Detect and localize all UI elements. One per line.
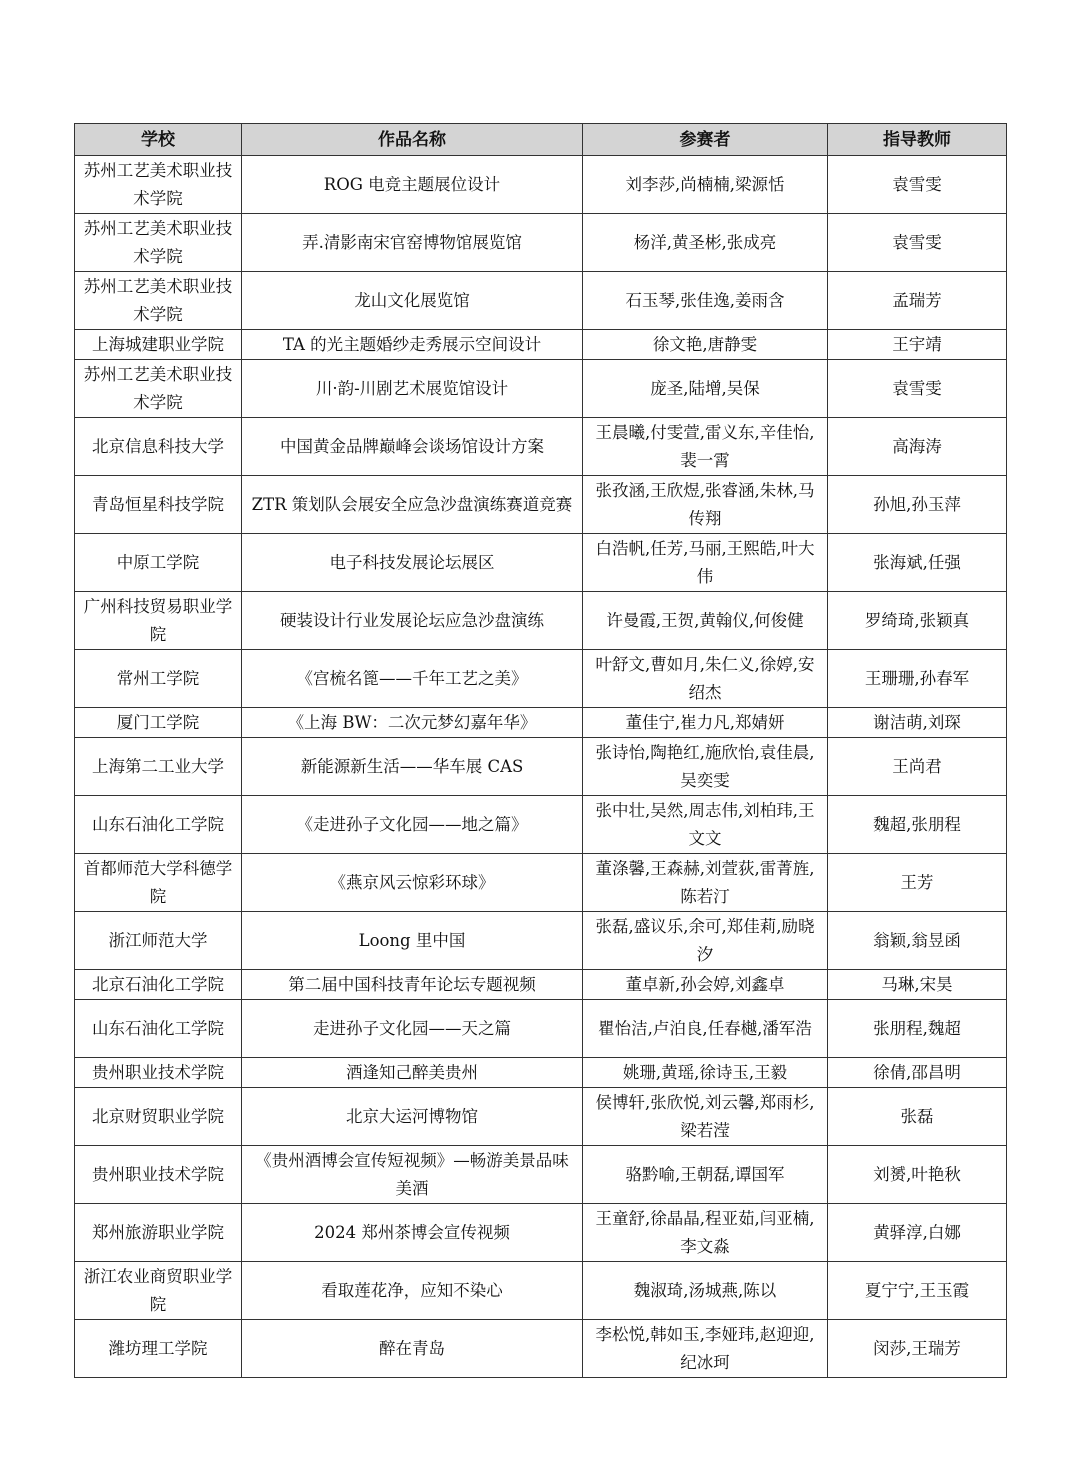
cell-work-title: 酒逢知己醉美贵州: [242, 1058, 583, 1088]
cell-work-title: 北京大运河博物馆: [242, 1088, 583, 1146]
table-row: [75, 1262, 1007, 1320]
header-instructor: 指导教师: [828, 124, 1007, 156]
table-row: [75, 1204, 1007, 1262]
table-row: [75, 360, 1007, 418]
cell-school: 北京石油化工学院: [75, 970, 242, 1000]
awards-table: [74, 123, 1007, 1378]
cell-participants: 庞圣,陆增,吴保: [583, 360, 828, 418]
cell-instructor: 王宇靖: [828, 330, 1007, 360]
cell-school: 郑州旅游职业学院: [75, 1204, 242, 1262]
cell-participants: 石玉琴,张佳逸,姜雨含: [583, 272, 828, 330]
cell-school: 苏州工艺美术职业技术学院: [75, 156, 242, 214]
cell-work-title: 弄.清影南宋官窑博物馆展览馆: [242, 214, 583, 272]
cell-school: 厦门工学院: [75, 708, 242, 738]
table-row: [75, 1000, 1007, 1058]
cell-participants: 董涤馨,王森赫,刘萱荻,雷菁旌,陈若汀: [583, 854, 828, 912]
table-row: [75, 156, 1007, 214]
table-row: [75, 476, 1007, 534]
cell-school: 苏州工艺美术职业技术学院: [75, 214, 242, 272]
cell-participants: 王童舒,徐晶晶,程亚茹,闫亚楠,李文淼: [583, 1204, 828, 1262]
cell-instructor: 翁颖,翁昱函: [828, 912, 1007, 970]
cell-participants: 骆黔喻,王朝磊,谭国军: [583, 1146, 828, 1204]
table-row: [75, 418, 1007, 476]
header-participants: 参赛者: [583, 124, 828, 156]
cell-school: 潍坊理工学院: [75, 1320, 242, 1378]
cell-instructor: 夏宁宁,王玉霞: [828, 1262, 1007, 1320]
cell-instructor: 刘赟,叶艳秋: [828, 1146, 1007, 1204]
cell-instructor: 罗绮琦,张颖真: [828, 592, 1007, 650]
table-row: [75, 854, 1007, 912]
cell-school: 青岛恒星科技学院: [75, 476, 242, 534]
cell-school: 山东石油化工学院: [75, 796, 242, 854]
cell-work-title: 《宫梳名篦——千年工艺之美》: [242, 650, 583, 708]
cell-instructor: 王芳: [828, 854, 1007, 912]
cell-instructor: 徐倩,邵昌明: [828, 1058, 1007, 1088]
cell-instructor: 马琳,宋昊: [828, 970, 1007, 1000]
cell-instructor: 高海涛: [828, 418, 1007, 476]
cell-school: 山东石油化工学院: [75, 1000, 242, 1058]
header-school: 学校: [75, 124, 242, 156]
cell-school: 贵州职业技术学院: [75, 1146, 242, 1204]
cell-school: 浙江农业商贸职业学院: [75, 1262, 242, 1320]
table-row: [75, 592, 1007, 650]
cell-school: 首都师范大学科德学院: [75, 854, 242, 912]
cell-participants: 瞿怡洁,卢泊良,任春樾,潘军浩: [583, 1000, 828, 1058]
cell-participants: 许曼霞,王贺,黄翰仪,何俊健: [583, 592, 828, 650]
cell-work-title: ROG 电竞主题展位设计: [242, 156, 583, 214]
cell-school: 中原工学院: [75, 534, 242, 592]
cell-work-title: 2024 郑州茶博会宣传视频: [242, 1204, 583, 1262]
cell-work-title: 中国黄金品牌巅峰会谈场馆设计方案: [242, 418, 583, 476]
cell-school: 浙江师范大学: [75, 912, 242, 970]
cell-work-title: 电子科技发展论坛展区: [242, 534, 583, 592]
cell-participants: 李松悦,韩如玉,李娅玮,赵迎迎,纪冰珂: [583, 1320, 828, 1378]
cell-participants: 叶舒文,曹如月,朱仁义,徐婷,安绍杰: [583, 650, 828, 708]
cell-instructor: 袁雪雯: [828, 360, 1007, 418]
cell-instructor: 王尚君: [828, 738, 1007, 796]
cell-work-title: Loong 里中国: [242, 912, 583, 970]
cell-instructor: 张磊: [828, 1088, 1007, 1146]
cell-instructor: 袁雪雯: [828, 156, 1007, 214]
cell-participants: 张磊,盛议乐,余可,郑佳莉,励晓汐: [583, 912, 828, 970]
table-row: [75, 708, 1007, 738]
cell-school: 上海第二工业大学: [75, 738, 242, 796]
table-row: [75, 1146, 1007, 1204]
table-body: [75, 156, 1007, 1378]
cell-instructor: 张海斌,任强: [828, 534, 1007, 592]
table-row: [75, 330, 1007, 360]
cell-school: 苏州工艺美术职业技术学院: [75, 360, 242, 418]
cell-work-title: ZTR 策划队会展安全应急沙盘演练赛道竞赛: [242, 476, 583, 534]
cell-instructor: 魏超,张朋程: [828, 796, 1007, 854]
cell-participants: 张诗怡,陶艳红,施欣怡,袁佳晨,吴奕雯: [583, 738, 828, 796]
cell-work-title: TA 的光主题婚纱走秀展示空间设计: [242, 330, 583, 360]
cell-participants: 姚珊,黄瑶,徐诗玉,王毅: [583, 1058, 828, 1088]
cell-work-title: 龙山文化展览馆: [242, 272, 583, 330]
cell-work-title: 《贵州酒博会宣传短视频》—畅游美景品味美酒: [242, 1146, 583, 1204]
cell-instructor: 黄驿淳,白娜: [828, 1204, 1007, 1262]
cell-school: 常州工学院: [75, 650, 242, 708]
cell-work-title: 《燕京风云惊彩环球》: [242, 854, 583, 912]
table-row: [75, 214, 1007, 272]
cell-instructor: 王珊珊,孙春军: [828, 650, 1007, 708]
cell-work-title: 第二届中国科技青年论坛专题视频: [242, 970, 583, 1000]
header-work-title: 作品名称: [242, 124, 583, 156]
cell-work-title: 醉在青岛: [242, 1320, 583, 1378]
cell-work-title: 川·韵-川剧艺术展览馆设计: [242, 360, 583, 418]
cell-work-title: 走进孙子文化园——天之篇: [242, 1000, 583, 1058]
cell-participants: 董佳宁,崔力凡,郑婧妍: [583, 708, 828, 738]
table-row: [75, 1088, 1007, 1146]
cell-participants: 魏淑琦,汤城燕,陈以: [583, 1262, 828, 1320]
cell-participants: 张中壮,吴然,周志伟,刘柏玮,王文文: [583, 796, 828, 854]
awards-table-container: [74, 123, 1006, 1378]
table-row: [75, 272, 1007, 330]
cell-participants: 张孜涵,王欣煜,张睿涵,朱林,马传翔: [583, 476, 828, 534]
cell-school: 北京财贸职业学院: [75, 1088, 242, 1146]
cell-school: 北京信息科技大学: [75, 418, 242, 476]
cell-participants: 白浩帆,任芳,马丽,王熙皓,叶大伟: [583, 534, 828, 592]
cell-instructor: 张朋程,魏超: [828, 1000, 1007, 1058]
table-row: [75, 1058, 1007, 1088]
cell-instructor: 袁雪雯: [828, 214, 1007, 272]
cell-participants: 徐文艳,唐静雯: [583, 330, 828, 360]
cell-school: 贵州职业技术学院: [75, 1058, 242, 1088]
cell-participants: 杨洋,黄圣彬,张成亮: [583, 214, 828, 272]
cell-work-title: 硬装设计行业发展论坛应急沙盘演练: [242, 592, 583, 650]
cell-instructor: 闵莎,王瑞芳: [828, 1320, 1007, 1378]
cell-school: 苏州工艺美术职业技术学院: [75, 272, 242, 330]
cell-instructor: 孟瑞芳: [828, 272, 1007, 330]
table-row: [75, 650, 1007, 708]
table-row: [75, 1320, 1007, 1378]
cell-school: 上海城建职业学院: [75, 330, 242, 360]
table-row: [75, 970, 1007, 1000]
table-row: [75, 796, 1007, 854]
cell-instructor: 孙旭,孙玉萍: [828, 476, 1007, 534]
cell-participants: 侯博轩,张欣悦,刘云馨,郑雨杉,梁若滢: [583, 1088, 828, 1146]
cell-participants: 王晨曦,付雯萱,雷义东,辛佳怡,裴一霄: [583, 418, 828, 476]
table-row: [75, 912, 1007, 970]
table-header-row: [75, 124, 1007, 156]
table-row: [75, 738, 1007, 796]
cell-participants: 董卓新,孙会婷,刘鑫卓: [583, 970, 828, 1000]
cell-work-title: 《走进孙子文化园——地之篇》: [242, 796, 583, 854]
table-row: [75, 534, 1007, 592]
cell-work-title: 《上海 BW：二次元梦幻嘉年华》: [242, 708, 583, 738]
cell-work-title: 新能源新生活——华车展 CAS: [242, 738, 583, 796]
cell-participants: 刘李莎,尚楠楠,梁源恬: [583, 156, 828, 214]
cell-instructor: 谢洁萌,刘琛: [828, 708, 1007, 738]
cell-school: 广州科技贸易职业学院: [75, 592, 242, 650]
cell-work-title: 看取莲花净，应知不染心: [242, 1262, 583, 1320]
